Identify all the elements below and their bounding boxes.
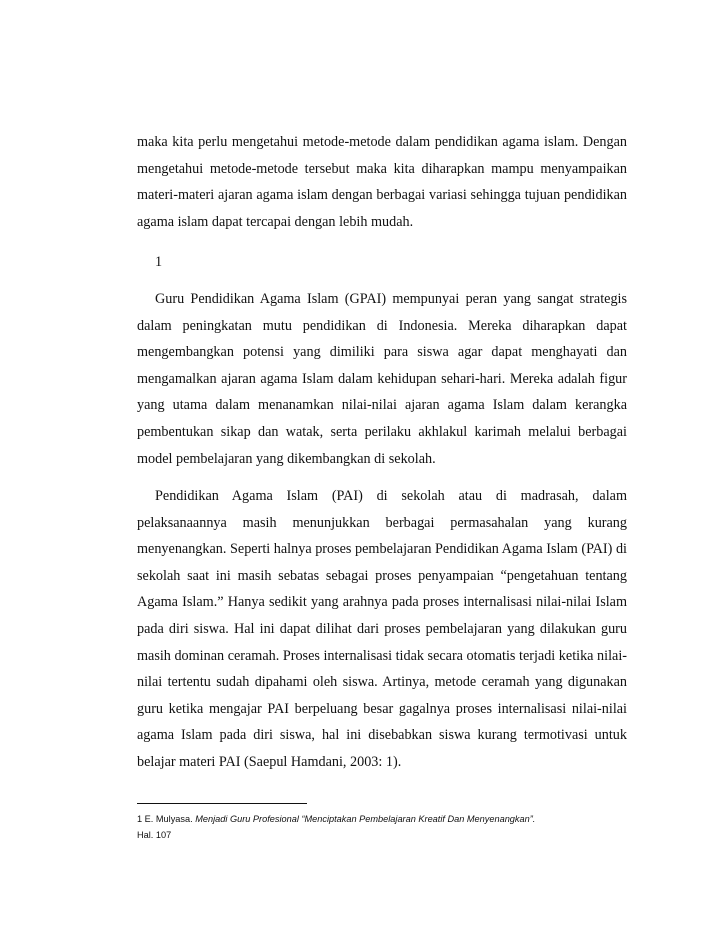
paragraph-gpai-role: Guru Pendidikan Agama Islam (GPAI) mempunyai peran yang sangat strategis dalam peningkatan mutu pendidikan di Indonesia. Mereka diharapkan dapat mengembangkan potensi yang dimiliki para siswa agar dapat menghayati dan mengamalkan ajaran agama Islam dalam kehidupan sehari-hari. Mereka adalah figur yang utama dalam menanamkan nilai-nilai ajaran agama Islam dalam kerangka pembentukan sikap dan watak, serta perilaku akhlakul karimah melalui berbagai model pembelajaran yang dikembangkan di sekolah. <box>137 291 627 467</box>
footnote-marker: 1 <box>155 254 163 270</box>
footnote-book-title: Menjadi Guru Profesional “Menciptakan Pembelajaran Kreatif Dan Menyenangkan”. <box>195 814 536 824</box>
paragraph-intro: maka kita perlu mengetahui metode-metode dalam pendidikan agama islam. Dengan mengetahui metode-metode tersebut maka kita diharapkan mampu menyampaikan materi-materi ajaran agama islam dengan berbagai variasi sehingga tujuan pendidikan agama islam dapat tercapai dengan lebih mudah. <box>137 134 627 230</box>
footnote-separator <box>137 803 307 804</box>
footnote <box>137 812 627 843</box>
footnote-page-ref: Hal. 107 <box>137 829 172 840</box>
footnote-prefix: 1 E. Mulyasa. <box>137 814 196 824</box>
paragraph-pai-problems: Pendidikan Agama Islam (PAI) di sekolah atau di madrasah, dalam pelaksanaannya masih menunjukkan berbagai permasahalan yang kurang menyenangkan. Seperti halnya proses pembelajaran Pendidikan Agama Islam (PAI) di sekolah saat ini masih sebatas sebagai proses penyampaian “pengetahuan tentang Agama Islam.” Hanya sedikit yang arahnya pada proses internalisasi nilai-nilai Islam pada diri siswa. Hal ini dapat dilihat dari proses pembelajaran yang dilakukan guru masih dominan ceramah. Proses internalisasi tidak secara otomatis terjadi ketika nilai-nilai tertentu sudah dipahami oleh siswa. Artinya, metode ceramah yang digunakan guru ketika mengajar PAI berpeluang besar gagalnya proses internalisasi nilai-nilai agama Islam pada diri siswa, hal ini disebabkan siswa kurang termotivasi untuk belajar materi PAI (Saepul Hamdani, 2003: 1). <box>137 488 627 770</box>
